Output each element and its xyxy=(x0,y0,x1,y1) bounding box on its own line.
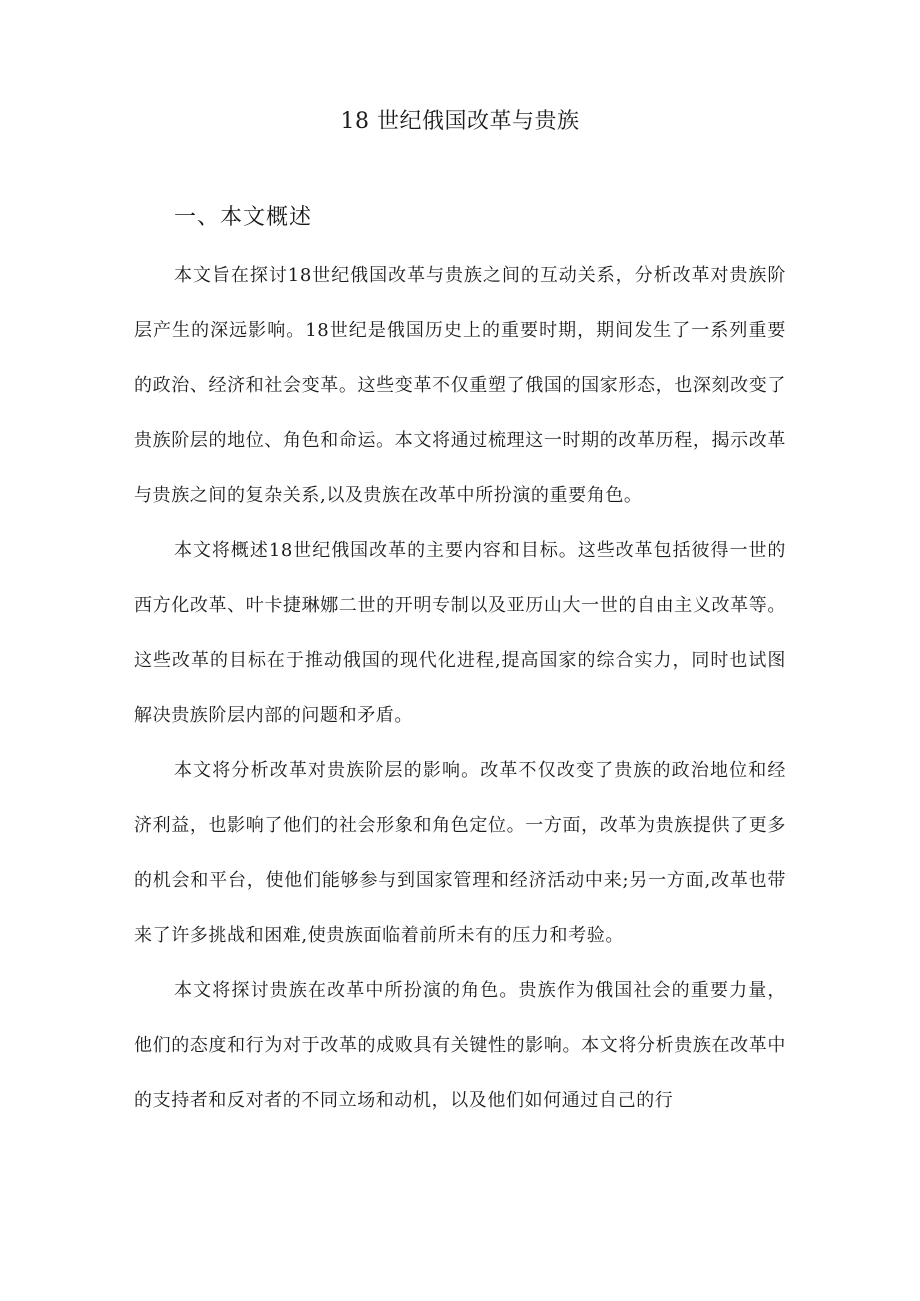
paragraph: 本文旨在探讨18世纪俄国改革与贵族之间的互动关系，分析改革对贵族阶层产生的深远影响。18世纪是俄国历史上的重要时期，期间发生了一系列重要的政治、经济和社会变革。这些变革不仅重塑了俄国的国家形态，也深刻改变了贵族阶层的地位、角色和命运。本文将通过梳理这一时期的改革历程，揭示改革与贵族之间的复杂关系,以及贵族在改革中所扮演的重要角色。 xyxy=(134,265,786,506)
section-heading: 一、本文概述 xyxy=(174,205,313,230)
paragraph: 本文将概述18世纪俄国改革的主要内容和目标。这些改革包括彼得一世的西方化改革、叶卡捷琳娜二世的开明专制以及亚历山大一世的自由主义改革等。这些改革的目标在于推动俄国的现代化进程,提高国家的综合实力，同时也试图解决贵族阶层内部的问题和矛盾。 xyxy=(134,540,786,726)
paragraph: 本文将探讨贵族在改革中所扮演的角色。贵族作为俄国社会的重要力量，他们的态度和行为对于改革的成败具有关键性的影响。本文将分析贵族在改革中的支持者和反对者的不同立场和动机，以及他们如何通过自己的行 xyxy=(134,980,786,1111)
paragraph: 本文将分析改革对贵族阶层的影响。改革不仅改变了贵族的政治地位和经济利益，也影响了他们的社会形象和角色定位。一方面，改革为贵族提供了更多的机会和平台，使他们能够参与到国家管理和经济活动中来;另一方面,改革也带来了许多挑战和困难,使贵族面临着前所未有的压力和考验。 xyxy=(134,760,786,946)
document-title: 18 世纪俄国改革与贵族 xyxy=(340,109,580,134)
